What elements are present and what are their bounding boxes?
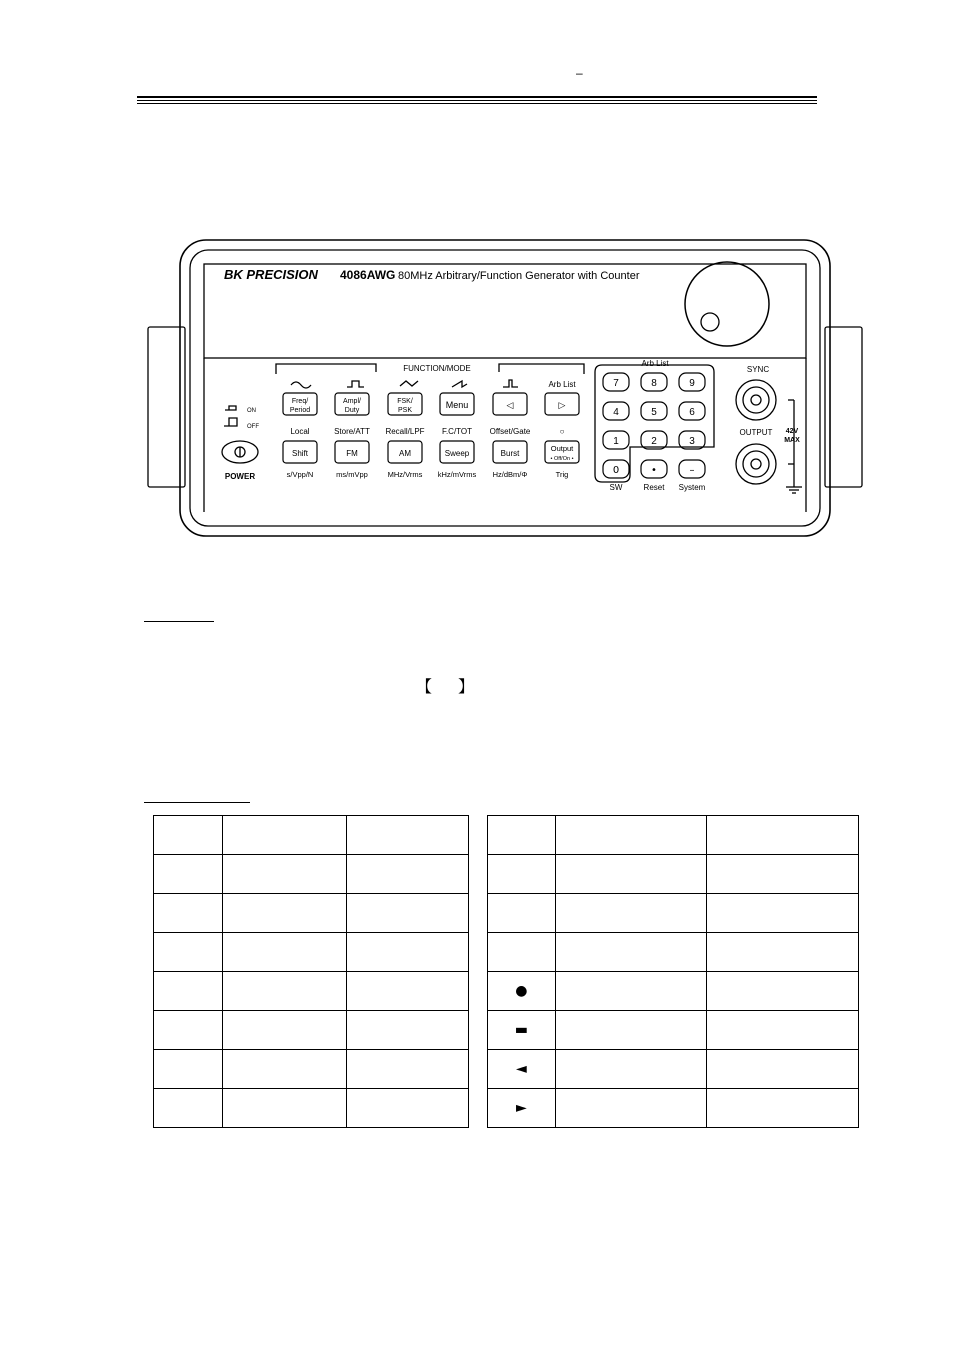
function-mode-label: FUNCTION/MODE <box>403 364 471 373</box>
on-switch-icon <box>225 406 236 410</box>
off-switch-icon <box>224 418 237 426</box>
table-cell: ► <box>488 1089 556 1128</box>
panel-key-below-label-1: ms/mVpp <box>336 470 368 479</box>
panel-key-top-label-3: Menu <box>445 400 469 410</box>
model-description: 80MHz Arbitrary/Function Generator with Counter <box>398 270 640 282</box>
table-cell <box>346 1011 468 1050</box>
table-row <box>154 933 469 972</box>
table-row <box>154 855 469 894</box>
outer-frame <box>180 240 830 536</box>
table-row <box>154 1011 469 1050</box>
table-cell <box>706 933 858 972</box>
keypad-key-label-7: 7 <box>613 378 619 389</box>
brand-logo: BK PRECISION <box>224 267 318 282</box>
arb-list-box-label: Arb List <box>641 359 669 368</box>
table-cell: ◄ <box>488 1050 556 1089</box>
panel-key-below-label-4: Hz/dBm/Φ <box>492 470 528 479</box>
key-table-right <box>487 815 859 1128</box>
table-cell <box>488 816 556 855</box>
table-cell <box>154 816 223 855</box>
panel-key-bottom-label-5: Output <box>550 444 574 453</box>
table-cell <box>154 933 223 972</box>
table-cell <box>222 816 346 855</box>
table-cell <box>346 1050 468 1089</box>
table-row <box>488 1089 859 1128</box>
table-cell <box>346 933 468 972</box>
key-table-left <box>153 815 469 1128</box>
sync-label: SYNC <box>746 365 770 374</box>
pulse-icon <box>503 380 518 387</box>
arb-list-key-label: Arb List <box>548 380 576 389</box>
table-cell <box>706 1011 858 1050</box>
table-cell <box>346 1089 468 1128</box>
panel-key-above-label-3: F.C/TOT <box>441 427 473 436</box>
panel-key-bottom-label-2: AM <box>399 449 411 458</box>
keypad-function-key-label-2: System <box>678 483 706 492</box>
panel-key-bottom-label-4: Burst <box>500 449 520 458</box>
table-cell <box>154 1089 223 1128</box>
keypad-function-key-label-0: SW <box>609 483 623 492</box>
panel-key-above-label-0: Local <box>290 427 310 436</box>
header-mark: – <box>576 66 583 80</box>
table-cell <box>222 933 346 972</box>
table-row <box>488 1050 859 1089</box>
table-row <box>154 1050 469 1089</box>
header-rule-thick <box>137 96 817 98</box>
table-cell <box>488 894 556 933</box>
table-cell <box>222 972 346 1011</box>
table-cell <box>346 855 468 894</box>
table-cell <box>706 816 858 855</box>
header-rule-thin <box>137 100 817 101</box>
front-panel-diagram <box>140 232 870 542</box>
panel-key-top-label2-1: Duty <box>344 407 360 414</box>
model-number: 4086AWG <box>340 268 396 282</box>
sine-icon <box>291 382 311 388</box>
panel-key-top-label-4: ◁ <box>506 400 514 410</box>
table-row <box>488 1011 859 1050</box>
table-row <box>154 1089 469 1128</box>
table-cell: ▬ <box>488 1011 556 1050</box>
table-row <box>488 933 859 972</box>
panel-key-top-label-0: Freq/ <box>291 398 309 405</box>
table-cell <box>706 1050 858 1089</box>
sync-bnc-connector <box>736 380 776 420</box>
keypad-key-label-5: 5 <box>651 407 657 418</box>
max-voltage-label: 42V <box>785 428 799 435</box>
table-cell <box>555 1011 706 1050</box>
table-cell <box>555 855 706 894</box>
keypad-function-key-label-1: Reset <box>643 483 665 492</box>
keypad-key-label-9: 9 <box>689 378 695 389</box>
max-label: MAX <box>784 437 800 444</box>
table-cell <box>488 855 556 894</box>
panel-key-below-label-3: kHz/mVrms <box>437 470 477 479</box>
table-cell <box>488 933 556 972</box>
panel-key-above-label-4: Offset/Gate <box>489 427 531 436</box>
panel-key-top-label-1: Ampl/ <box>343 398 361 405</box>
panel-key-above-label-5: ○ <box>559 427 565 436</box>
table-cell <box>555 894 706 933</box>
output-label: OUTPUT <box>739 428 773 437</box>
table-cell <box>222 1050 346 1089</box>
table-row <box>154 816 469 855</box>
table-cell <box>706 972 858 1011</box>
section-underline-2 <box>144 802 250 803</box>
ramp-icon <box>452 381 467 387</box>
table-row <box>488 972 859 1011</box>
table-row <box>154 894 469 933</box>
table-cell <box>555 1089 706 1128</box>
bracket-left: 【 <box>416 677 433 696</box>
table-row <box>154 972 469 1011</box>
table-row <box>488 816 859 855</box>
keypad-key-label-6: 6 <box>689 407 695 418</box>
power-on-label: ON <box>247 408 256 414</box>
table-cell <box>555 972 706 1011</box>
panel-key-top-label-2: FSK/ <box>397 398 413 405</box>
panel-key-above-label-1: Store/ATT <box>334 427 370 436</box>
panel-key-top-label2-0: Period <box>289 407 311 414</box>
table-cell <box>706 1089 858 1128</box>
rotary-knob <box>685 262 769 346</box>
table-cell <box>222 894 346 933</box>
panel-key-below-label-0: s/Vpp/N <box>286 470 314 479</box>
table-cell <box>706 894 858 933</box>
table-cell <box>222 855 346 894</box>
header-rule-thin-2 <box>137 103 817 104</box>
table-cell <box>346 972 468 1011</box>
table-cell <box>154 894 223 933</box>
keypad-function-key-symbol-0: 0 <box>612 465 620 476</box>
panel-key-above-label-2: Recall/LPF <box>385 427 425 436</box>
table-cell <box>706 855 858 894</box>
power-off-label: OFF <box>247 424 259 430</box>
panel-key-bottom-label-0: Shift <box>291 449 309 458</box>
panel-key-top-label2-2: PSK <box>397 407 413 414</box>
table-row <box>488 855 859 894</box>
table-cell <box>346 894 468 933</box>
table-cell <box>222 1089 346 1128</box>
table-row <box>488 894 859 933</box>
panel-key-below-label-5: Trig <box>555 470 569 479</box>
table-cell <box>555 816 706 855</box>
panel-key-bottom-label2-5: • Off/On • <box>550 456 574 462</box>
square-icon <box>347 381 364 387</box>
inner-frame <box>190 250 820 526</box>
table-cell <box>555 1050 706 1089</box>
keypad-key-label-1: 1 <box>613 436 619 447</box>
table-cell <box>154 1011 223 1050</box>
keypad-key-label-3: 3 <box>689 436 695 447</box>
table-cell <box>346 816 468 855</box>
panel-key-bottom-label-3: Sweep <box>444 449 470 458</box>
keypad-key-label-8: 8 <box>651 378 657 389</box>
keypad-function-key-symbol-1: • <box>651 465 657 476</box>
triangle-icon <box>400 381 418 386</box>
table-cell <box>222 1011 346 1050</box>
keypad-function-key-symbol-2: – <box>689 465 695 476</box>
panel-key-top-label-5: ▷ <box>558 400 566 410</box>
section-underline-1 <box>144 621 214 622</box>
keypad-key-label-4: 4 <box>613 407 619 418</box>
bracket-right: 】 <box>458 677 475 696</box>
table-cell: ● <box>488 972 556 1011</box>
table-cell <box>154 855 223 894</box>
table-cell <box>154 972 223 1011</box>
keypad-key-label-2: 2 <box>651 436 657 447</box>
panel-key-bottom-label-1: FM <box>346 449 358 458</box>
table-cell <box>555 933 706 972</box>
panel-key-below-label-2: MHz/Vrms <box>387 470 423 479</box>
table-cell <box>154 1050 223 1089</box>
output-bnc-connector <box>736 444 776 484</box>
power-label: POWER <box>224 472 256 481</box>
